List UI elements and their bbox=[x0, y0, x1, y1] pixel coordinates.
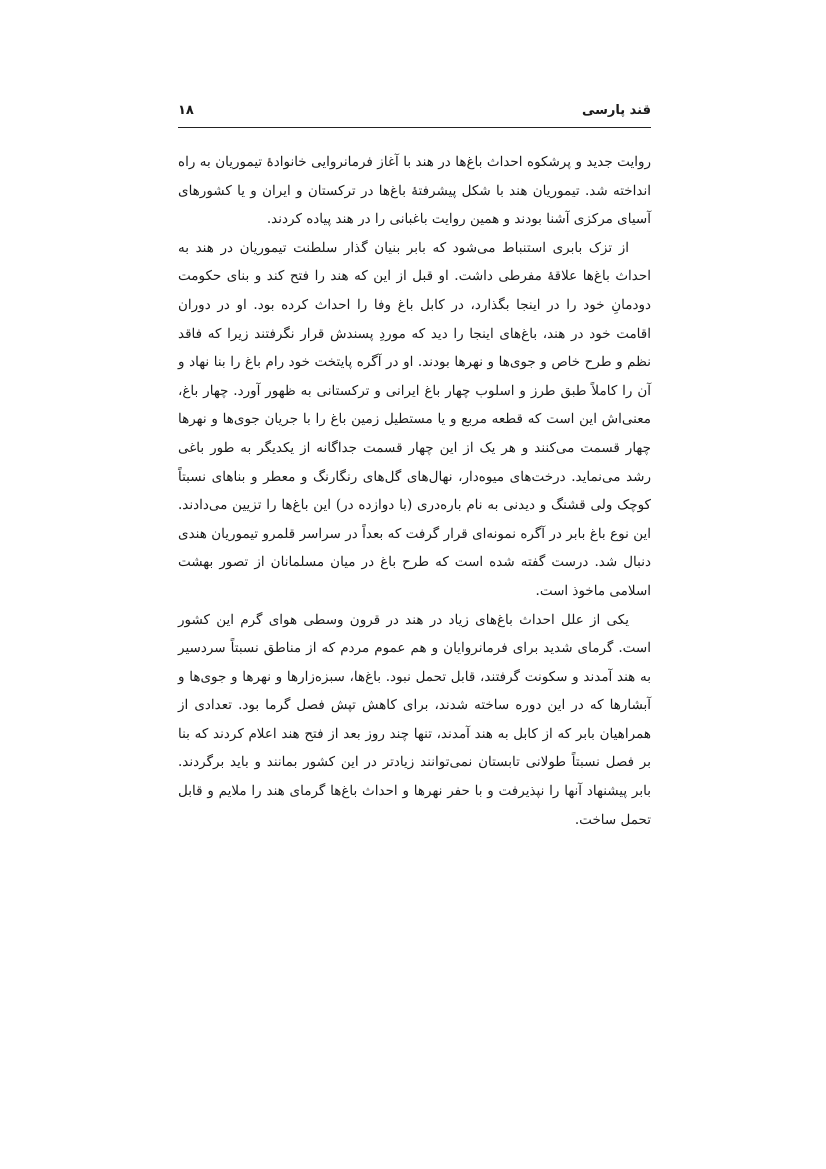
page-header bbox=[178, 103, 651, 128]
paragraph-1: روایت جدید و پرشکوه احداث باغ‌ها در هند با آغاز فرمانروایی خانوادهٔ تیموریان به راه انداخته شد. تیموریان هند با شکل پیشرفتهٔ باغ‌ها در ترکستان و ایران و یا کشورهای آسیای مرکزی آشنا بودند و همین روایت باغبانی را در هند پیاده کردند. bbox=[178, 154, 651, 228]
page-number: ۱۸ bbox=[178, 103, 194, 118]
paragraph-2: از تزک بابری استنباط می‌شود که بابر بنیان گذار سلطنت تیموریان در هند به احداث باغ‌ها علاقهٔ مفرطی داشت. او قبل از این که هند را فتح کند و بنای حکومت دودمانِ خود را در اینجا بگذارد، در کابل باغ وفا را احداث کرده بود. او در دوران اقامت خود در هند، باغ‌های اینجا را دید که موردِ پسندش قرار نگرفتند زیرا که فاقد نظم و طرح خاص و جوی‌ها و نهرها بودند. او در آگره پایتخت خود رام باغ را بنا نهاد و آن را کاملاً طبق طرز و اسلوب چهار باغ ایرانی و ترکستانی به ظهور آورد. چهار باغ، معنی‌اش این است که قطعه مربع و یا مستطیل زمین باغ را با جریان جوی‌ها و نهرها چهار قسمت می‌کنند و هر یک از این چهار قسمت جداگانه از یکدیگر به طور باغی رشد می‌نماید. درخت‌های میوه‌دار، نهال‌های گل‌های رنگارنگ و معطر و بناهای نسبتاً کوچک ولی قشنگ و دیدنی به نام باره‌دری (با دوازده در) این باغ‌ها را تزیین می‌دادند. این نوع باغ بابر در آگره نمونه‌ای قرار گرفت که بعداً در سراسر قلمرو تیموریان هندی دنبال شد. درست گفته شده است که طرح باغ در میان مسلمانان از تصور بهشت اسلامی ماخوذ است. bbox=[178, 239, 651, 599]
body-text bbox=[178, 148, 651, 834]
paragraph-3: یکی از علل احداث باغ‌های زیاد در هند در قرون وسطی هوای گرم این کشور است. گرمای شدید برای فرمانروایان و هم عموم مردم که از مناطق نسبتاً سردسیر به هند آمدند و سکونت گرفتند، قابل تحمل نبود. باغ‌ها، سبزه‌زارها و نهرها و جوی‌ها و آبشارها که در این دوره ساخته شدند، برای کاهش تپش فصل گرما بود. تعدادی از همراهیان بابر که از کابل به هند آمدند، تنها چند روز بعد از فتح هند اعلام کردند که بنا بر فصل نسبتاً طولانی تابستان نمی‌توانند زیادتر در این کشور بمانند و باید برگردند. بابر پیشنهاد آنها را نپذیرفت و با حفر نهرها و احداث باغ‌ها گرمای هند را ملایم و قابل تحمل ساخت. bbox=[178, 611, 651, 828]
running-head: قند پارسی bbox=[581, 103, 651, 118]
